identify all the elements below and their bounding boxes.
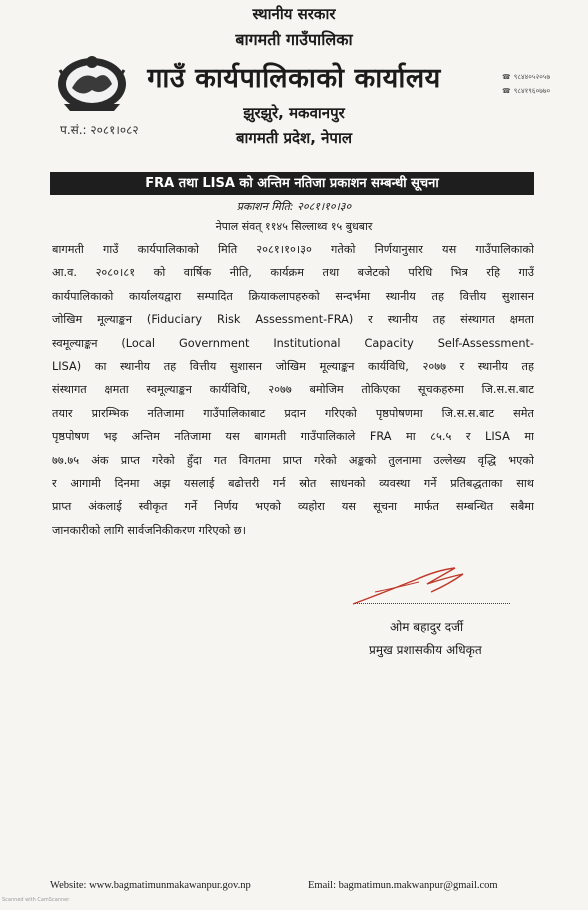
reference-number: प.सं.: २०८१।०८२ [60, 123, 139, 137]
nepal-samvat-date: नेपाल संवत् ११४५ सिल्लाथ्व १५ बुधबार [215, 220, 373, 233]
body-line: कार्यपालिकाको कार्यालयद्वारा सम्पादित क्रियाकलापहरुको सन्दर्भमा स्थानीय तह वित्तीय सुशासन [52, 289, 534, 303]
signature-line [355, 603, 510, 604]
body-line: LISA) का स्थानीय तह वित्तीय सुशासन जोखिम मूल्याङ्कन कार्यविधि, २०७७ र स्थानीय तह [52, 360, 534, 374]
scanner-watermark: Scanned with CamScanner [2, 897, 70, 903]
footer-email: Email: bagmatimun.makwanpur@gmail.com [308, 880, 498, 891]
body-line: पृष्ठपोषण भइ अन्तिम नतिजामा यस बागमती गाउँपालिकाले FRA मा ८५.५ र LISA मा [52, 430, 534, 444]
phone-entry [502, 84, 550, 98]
office-location: झुरझुरे, मकवानपुर [243, 104, 345, 122]
govt-level-heading: स्थानीय सरकार [252, 5, 336, 23]
phone-list [502, 70, 550, 98]
body-line: संस्थागत क्षमता स्वमूल्याङ्कन कार्यविधि, २०७७ बमोजिम तोकिएका सूचकहरुमा जि.स.स.बाट [52, 383, 534, 397]
body-line: स्वमूल्याङ्कन (Local Government Institutional Capacity Self-Assessment- [52, 336, 534, 350]
footer-website: Website: www.bagmatimunmakawanpur.gov.np [50, 880, 251, 891]
body-line: जोखिम मूल्याङ्कन (Fiduciary Risk Assessment-FRA) र स्थानीय तह संस्थागत क्षमता [52, 313, 534, 327]
office-title: गाउँ कार्यपालिकाको कार्यालय [147, 63, 441, 94]
phone-icon: ☎ [502, 87, 511, 95]
province-name: बागमती प्रदेश, नेपाल [235, 129, 353, 147]
body-line: तयार प्रारम्भिक नतिजामा गाउँपालिकाबाट प्रदान गरिएको पृष्ठपोषणमा जि.स.स.बाट समेत [52, 406, 534, 420]
body-line: र आगामी दिनमा अझ यसलाई बढोत्तरी गर्न स्रोत साधनको व्यवस्था गर्ने प्रतिबद्धताका साथ [52, 477, 534, 491]
body-line: बागमती गाउँ कार्यपालिकाको मिति २०८१।१०।३० गतेको निर्णयानुसार यस गाउँपालिकाको [52, 243, 534, 256]
body-line: जानकारीको लागि सार्वजनिकीकरण गरिएको छ। [52, 523, 247, 537]
publish-date: प्रकाशन मिति: २०८१।१०।३० [236, 200, 352, 213]
body-line: प्राप्त अंकलाई स्वीकृत गर्ने निर्णय भएको व्यहोरा यस सूचना मार्फत सम्बन्धित सबैमा [52, 500, 534, 514]
body-line: आ.व. २०८०।८१ को वार्षिक नीति, कार्यक्रम तथा बजेटको परिधि भित्र रहि गाउँ [52, 266, 534, 280]
phone-number: ९८४१९६०७७० [513, 87, 551, 95]
phone-number: ९८४४०५२०५७ [513, 73, 551, 81]
signature-mark [345, 562, 475, 612]
signatory-title: प्रमुख प्रशासकीय अधिकृत [369, 643, 482, 657]
phone-entry [502, 70, 550, 84]
body-line: ७७.७५ अंक प्राप्त गरेको हुँदा गत विगतमा प्राप्त गरेको अङ्कको तुलनामा उल्लेख्य वृद्धि भएको [52, 453, 534, 467]
notice-title: FRA तथा LISA को अन्तिम नतिजा प्रकाशन सम्बन्धी सूचना [50, 172, 534, 195]
signatory-name: ओम बहादुर दर्जी [390, 620, 464, 634]
phone-icon: ☎ [502, 73, 511, 81]
notice-body [52, 238, 534, 542]
municipality-heading: बागमती गाउँपालिका [235, 30, 353, 49]
